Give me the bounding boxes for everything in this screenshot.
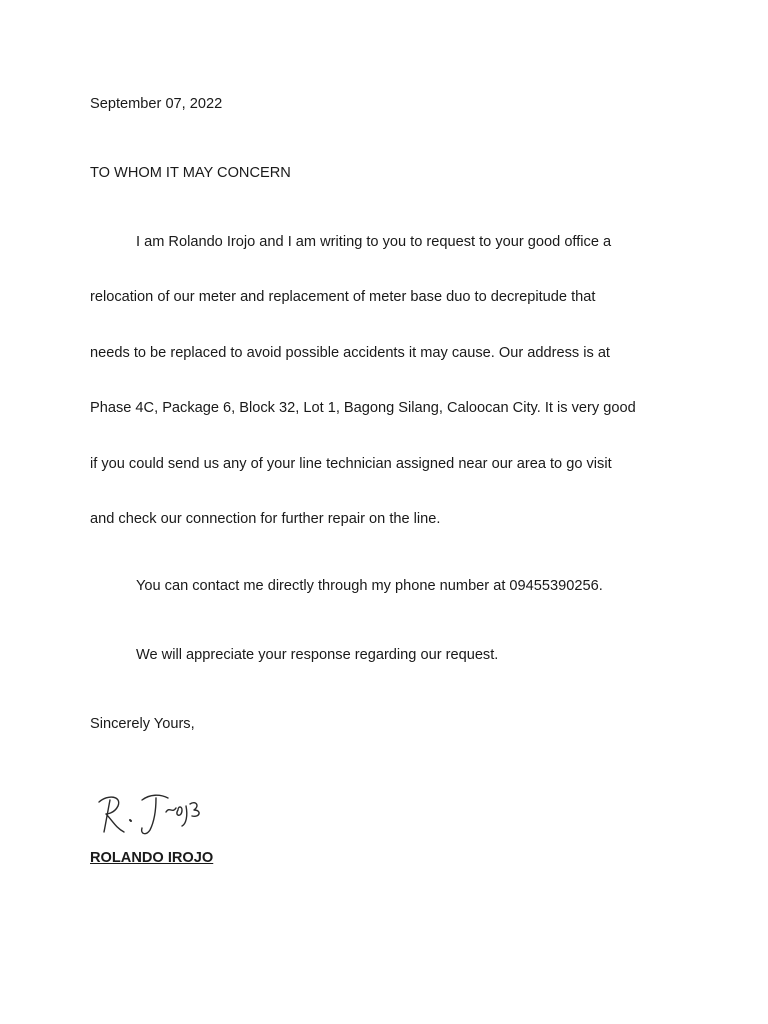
body-line: and check our connection for further repair on the line. — [90, 511, 441, 527]
body-line: relocation of our meter and replacement of meter base duo to decrepitude that — [90, 289, 596, 305]
letter-salutation: TO WHOM IT MAY CONCERN — [90, 165, 291, 181]
contact-line: You can contact me directly through my phone number at 09455390256. — [136, 578, 603, 594]
body-line: I am Rolando Irojo and I am writing to you to request to your good office a — [136, 234, 612, 250]
body-line: needs to be replaced to avoid possible accidents it may cause. Our address is at — [90, 345, 610, 361]
signer-name: ROLANDO IROJO — [90, 850, 214, 866]
body-line: Phase 4C, Package 6, Block 32, Lot 1, Bagong Silang, Caloocan City. It is very good — [90, 400, 636, 416]
letter-date: September 07, 2022 — [90, 96, 223, 112]
appreciation-line: We will appreciate your response regarding our request. — [136, 647, 499, 663]
handwritten-signature — [94, 790, 214, 840]
letter-closing: Sincerely Yours, — [90, 716, 195, 732]
body-line: if you could send us any of your line technician assigned near our area to go visit — [90, 456, 612, 472]
